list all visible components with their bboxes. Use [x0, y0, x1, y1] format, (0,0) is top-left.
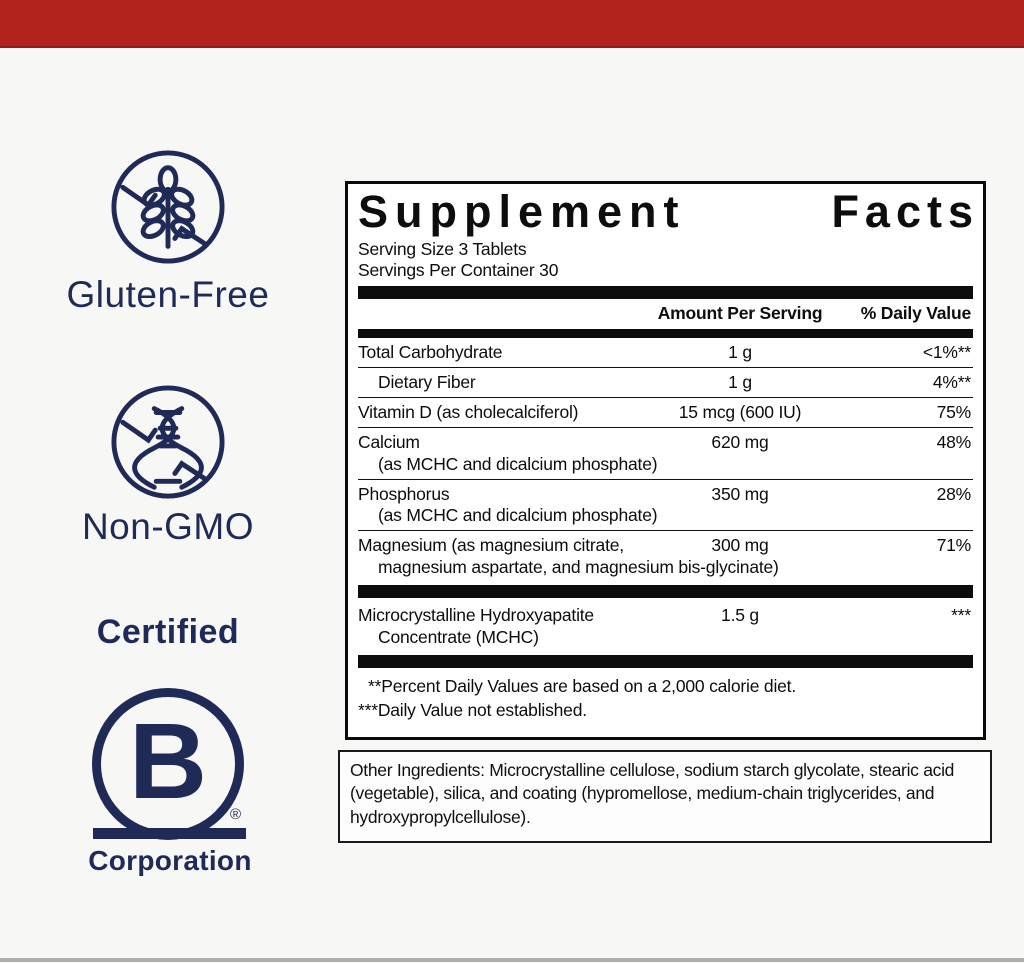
nutrient-subtext: Concentrate (MCHC) [378, 626, 539, 647]
footnote-not-established: ***Daily Value not established. [358, 699, 587, 720]
nutrient-row-magnesium-as-magnesium-citrate [358, 530, 973, 582]
non-gmo-label: Non-GMO [81, 506, 255, 547]
bcorp-registered-mark: ® [230, 806, 242, 823]
nutrient-daily-value: 48% [936, 431, 971, 452]
nutrient-subtext: magnesium aspartate, and magnesium bis-glycinate) [378, 557, 779, 578]
other-ingredients-text: Other Ingredients: Microcrystalline cellulose, sodium starch glycolate, stearic acid (vegetable), silica, and coating (hypromellose, medium-chain triglycerides, and hydroxypropylcellulose). [350, 760, 955, 827]
nutrient-row-microcrystalline-hydroxyapatite [358, 601, 973, 652]
nutrient-row-vitamin-d-as-cholecalciferol [358, 397, 973, 427]
mchc-rows [358, 601, 973, 652]
column-header-row [358, 299, 973, 329]
thick-rule [358, 286, 973, 299]
nutrient-subtext: (as MCHC and dicalcium phosphate) [378, 505, 658, 526]
thick-rule [358, 655, 973, 668]
nutrient-daily-value: 71% [936, 535, 971, 556]
nutrient-amount: 15 mcg (600 IU) [678, 401, 802, 422]
panel-title-word1: Supplement [358, 186, 686, 237]
nutrient-subtext: (as MCHC and dicalcium phosphate) [378, 453, 658, 474]
column-header-amount: Amount Per Serving [657, 303, 823, 324]
column-header-daily-value: % Daily Value [860, 303, 971, 324]
nutrient-daily-value: 75% [936, 401, 971, 422]
nutrient-daily-value: <1%** [922, 342, 971, 363]
other-ingredients-box [338, 750, 992, 843]
nutrient-amount: 350 mg [711, 483, 769, 504]
nutrient-amount: 620 mg [711, 431, 769, 452]
nutrient-row-calcium [358, 427, 973, 479]
top-red-band [0, 0, 1024, 48]
bcorp-corporation-label: Corporation [88, 845, 252, 876]
gluten-free-label: Gluten-Free [66, 274, 270, 315]
nutrient-row-total-carbohydrate [358, 338, 973, 367]
panel-title-word2: Facts [831, 186, 979, 237]
panel-title [358, 186, 979, 237]
bcorp-certified-label: Certified [96, 613, 240, 651]
serving-size: Serving Size 3 Tablets [358, 238, 527, 259]
nutrient-name: Calcium [358, 431, 420, 452]
bcorp-underline-bar [93, 828, 246, 839]
nutrient-row-phosphorus [358, 479, 973, 531]
nutrient-daily-value: 28% [936, 483, 971, 504]
footnotes [358, 674, 973, 722]
nutrient-amount: 1.5 g [721, 605, 759, 626]
nutrient-daily-value: *** [951, 605, 971, 626]
bcorp-circle-logo [92, 688, 244, 840]
gluten-free-icon [109, 148, 227, 266]
non-gmo-icon [109, 383, 227, 501]
bottom-divider-line [0, 958, 1024, 962]
thick-rule [358, 585, 973, 598]
nutrient-name: Dietary Fiber [378, 372, 476, 393]
nutrient-amount: 1 g [728, 342, 752, 363]
nutrient-name: Microcrystalline Hydroxyapatite [358, 605, 594, 626]
nutrient-name: Total Carbohydrate [358, 342, 503, 363]
nutrient-name: Phosphorus [358, 483, 450, 504]
nutrient-row-dietary-fiber [358, 367, 973, 397]
bcorp-letter-b: B [129, 700, 207, 821]
nutrient-daily-value: 4%** [932, 372, 971, 393]
nutrient-amount: 300 mg [711, 535, 769, 556]
nutrient-amount: 1 g [728, 372, 752, 393]
supplement-facts-panel [345, 181, 986, 740]
thick-rule [358, 329, 973, 338]
footnote-daily-values: **Percent Daily Values are based on a 2,000 calorie diet. [368, 675, 796, 696]
nutrient-name: Magnesium (as magnesium citrate, [358, 535, 624, 556]
servings-per-container: Servings Per Container 30 [358, 259, 559, 280]
nutrient-name: Vitamin D (as cholecalciferol) [358, 401, 579, 422]
nutrient-rows [358, 338, 973, 582]
